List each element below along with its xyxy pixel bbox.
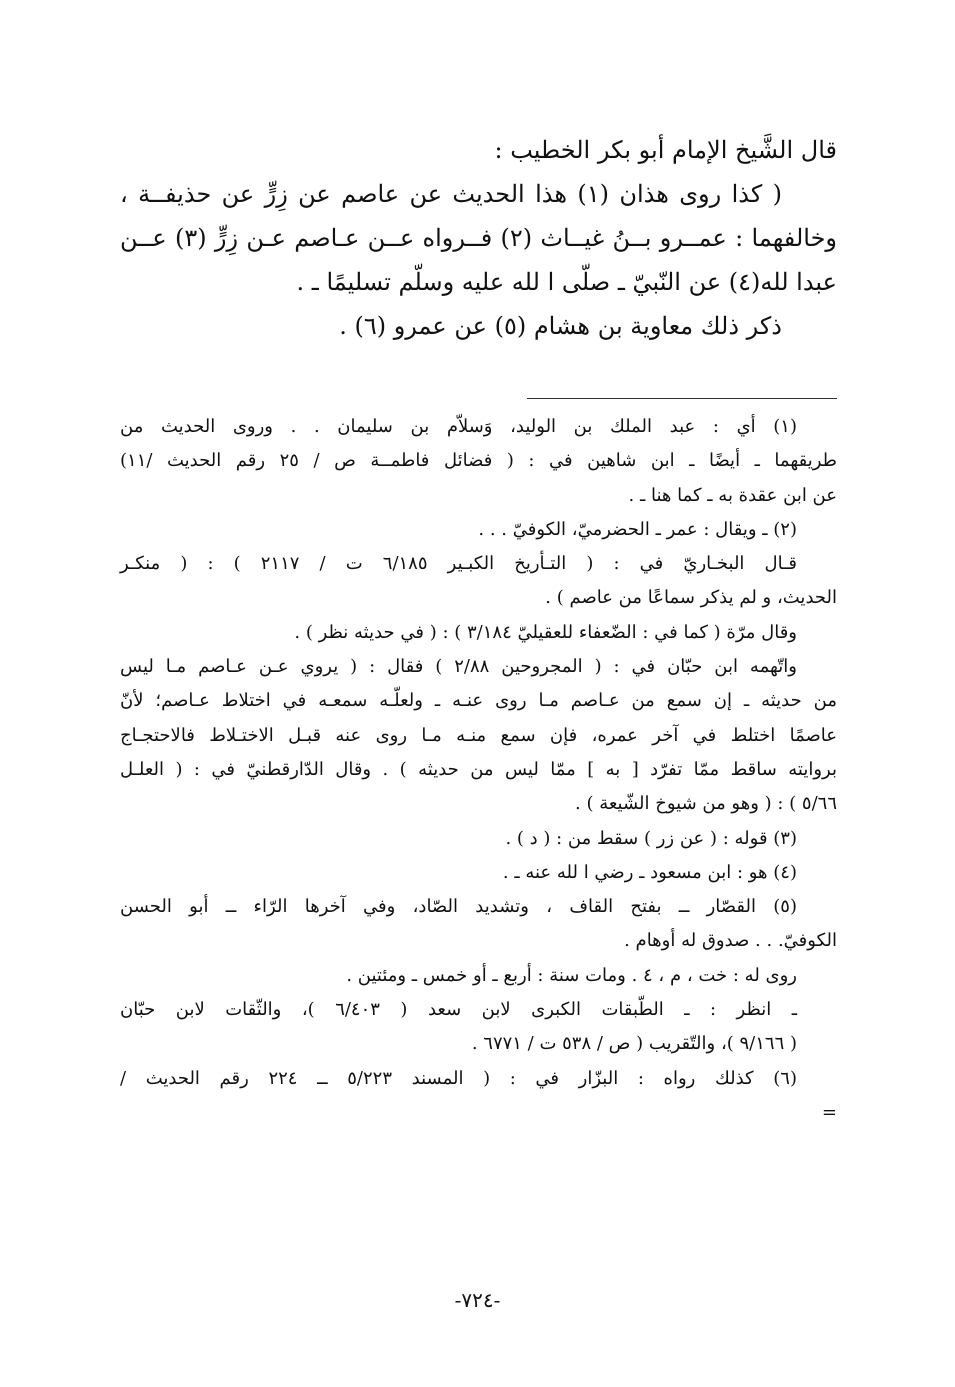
footnote-line: عاصمًا اختلط في آخر عمره، فإن سمع منـه مـا روى عنه قبـل الاختـلاط فالاحتجـاج <box>120 724 837 746</box>
footnote-line: (٣) قوله : ( عن زر ) سقط من : ( د ) . <box>505 827 797 849</box>
footnote-line: وقال مرّة ( كما في : الضّعفاء للعقيليّ ٣/١٨٤ ) : ( في حديثه نظر ) . <box>294 621 797 643</box>
footnote-line: من حديثه ـ إن سمع من عـاصم مـا روى عنـه ـ ولعلّـه سمعـه في اختلاط عـاصم؛ لأنّ <box>120 690 837 712</box>
footnote-line: ٥/٦٦ ) : ( وهو من شيوخ الشّيعة ) . <box>575 793 837 815</box>
footnote-line: واتّهمه ابن حبّان في : ( المجروحين ٢/٨٨ ) فقال : ( يروي عـن عـاصم مـا ليس <box>120 656 797 678</box>
footnote-line: (٤) هو : ابن مسعود ـ رضي ا لله عنه ـ . <box>502 861 797 883</box>
footnote-line: قـال البخـاريّ في : ( التـأريخ الكبـير ٦/١٨٥ ت / ٢١١٧ ) : ( منكـر <box>120 553 797 575</box>
footnote-line: ـ انظر : ـ الطّبقات الكبرى لابن سعد ( ٦/٤٠٣ )، والثّقات لابن حبّان <box>120 999 797 1021</box>
main-text <box>120 128 837 348</box>
footnote-line: الحديث، و لم يذكر سماعًا من عاصم ) . <box>545 587 837 609</box>
footnote-line: (٥) القصّار ــ بفتح القاف ، وتشديد الصّاد، وفي آخرها الرّاء ــ أبو الحسن <box>120 896 797 918</box>
main-line: ( كذا روى هذان (١) هذا الحديث عن عاصم عن زِرٍّ عن حذيفــة ، <box>120 180 783 208</box>
footnote-line: ( ٩/١٦٦ )، والتّقريب ( ص / ٥٣٨ ت / ٦٧٧١ . <box>471 1033 797 1055</box>
footnote-line: (٦) كذلك رواه : البزّار في : ( المسند ٥/٢٢٣ ــ ٢٢٤ رقم الحديث / <box>120 1067 797 1089</box>
footnote-separator <box>527 398 837 399</box>
footnote-line: بروايته ساقط ممّا تفرّد [ به ] ممّا ليس من حديثه ) . وقال الدّارقطنيّ في : ( العلـل <box>120 758 837 780</box>
footnote-line: عن ابن عقدة به ـ كما هنا ـ . <box>628 484 837 506</box>
footnote-line: طريقهما ـ أيضًا ـ ابن شاهين في : ( فضائل فاطمــة ص / ٢٥ رقم الحديث /١١) <box>120 450 837 472</box>
main-line: ذكر ذلك معاوية بن هشام (٥) عن عمرو (٦) . <box>339 312 782 340</box>
main-line: وخالفهما : عمــرو بــنُ غيــاث (٢) فــرواه عــن عـاصم عـن زِرٍّ (٣) عــن <box>120 224 837 252</box>
footnote-line: = <box>821 1101 837 1123</box>
page-number: -٧٢٤- <box>454 1288 501 1312</box>
footnote-line: (٢) ـ ويقال : عمر ـ الحضرميّ، الكوفيّ . . . <box>478 518 797 540</box>
footnotes <box>120 410 837 1130</box>
main-line: عبدا لله(٤) عن النّبيّ ـ صلّى ا لله عليه وسلّم تسليمًا ـ . <box>296 268 837 296</box>
main-heading: قال الشَّيخ الإمام أبو بكر الخطيب : <box>494 136 837 164</box>
footnote-line: روى له : خت ، م ، ٤ . ومات سنة : أربع ـ أو خمس ـ ومئتين . <box>346 964 797 986</box>
footnote-line: (١) أي : عبد الملك بن الوليد، وَسلاّم بن سليمان . . وروى الحديث من <box>120 416 797 437</box>
footnote-line: الكوفيّ. . . صدوق له أوهام . <box>624 930 837 952</box>
